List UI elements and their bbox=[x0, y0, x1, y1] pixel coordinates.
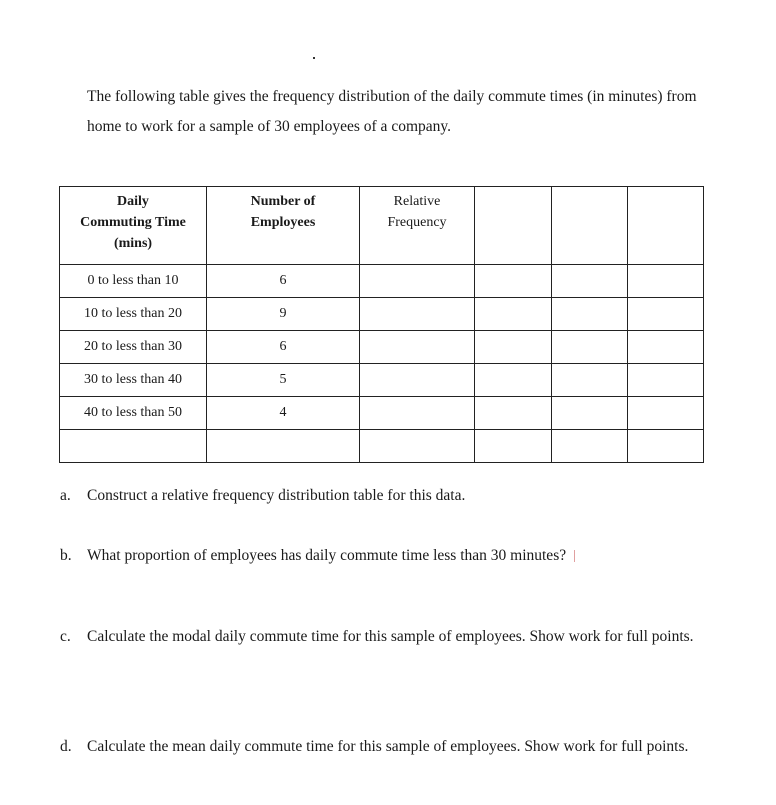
interval-cell: 40 to less than 50 bbox=[60, 397, 207, 430]
table-row bbox=[60, 265, 704, 298]
empty-cell bbox=[628, 265, 704, 298]
question-b-letter: b. bbox=[60, 547, 72, 564]
empty-cell bbox=[475, 430, 552, 463]
empty-cell bbox=[552, 430, 628, 463]
table-row bbox=[60, 331, 704, 364]
header-employees-line1: Number of bbox=[250, 194, 316, 209]
question-c bbox=[60, 622, 710, 652]
empty-cell bbox=[552, 331, 628, 364]
header-relative-frequency-line1: Relative bbox=[393, 194, 441, 209]
empty-cell bbox=[628, 397, 704, 430]
table-row bbox=[60, 397, 704, 430]
table-row bbox=[60, 298, 704, 331]
text-cursor-mark bbox=[574, 550, 575, 562]
table-row bbox=[60, 364, 704, 397]
empty-cell bbox=[475, 298, 552, 331]
interval-cell: 20 to less than 30 bbox=[60, 331, 207, 364]
count-cell: 6 bbox=[207, 331, 360, 364]
question-a bbox=[60, 481, 710, 511]
empty-cell bbox=[475, 265, 552, 298]
header-relative-frequency-line2: Frequency bbox=[387, 215, 447, 230]
question-a-text: Construct a relative frequency distribution table for this data. bbox=[87, 487, 466, 504]
question-d-letter: d. bbox=[60, 738, 72, 755]
relative-frequency-cell[interactable] bbox=[360, 397, 475, 430]
empty-cell bbox=[475, 397, 552, 430]
relative-frequency-cell[interactable] bbox=[360, 298, 475, 331]
question-b-text: What proportion of employees has daily commute time less than 30 minutes? bbox=[87, 547, 567, 564]
header-employees-line2: Employees bbox=[250, 215, 316, 230]
count-cell: 4 bbox=[207, 397, 360, 430]
header-commuting-time bbox=[60, 187, 207, 265]
header-empty-cell bbox=[475, 187, 552, 265]
header-commuting-time-line2: Commuting Time bbox=[80, 215, 186, 230]
table-header-row bbox=[60, 187, 704, 265]
header-number-of-employees bbox=[207, 187, 360, 265]
empty-cell bbox=[360, 430, 475, 463]
relative-frequency-cell[interactable] bbox=[360, 265, 475, 298]
question-b-body bbox=[87, 541, 710, 571]
header-commuting-time-line3: (mins) bbox=[113, 236, 153, 251]
empty-cell bbox=[552, 364, 628, 397]
header-empty-cell bbox=[628, 187, 704, 265]
empty-cell bbox=[60, 430, 207, 463]
count-cell: 5 bbox=[207, 364, 360, 397]
empty-cell bbox=[552, 265, 628, 298]
empty-cell bbox=[552, 397, 628, 430]
header-relative-frequency bbox=[360, 187, 475, 265]
question-c-text: Calculate the modal daily commute time for this sample of employees. Show work for full points. bbox=[87, 628, 694, 645]
empty-cell bbox=[552, 298, 628, 331]
interval-cell: 30 to less than 40 bbox=[60, 364, 207, 397]
question-d-text: Calculate the mean daily commute time for this sample of employees. Show work for full points. bbox=[87, 738, 689, 755]
empty-cell bbox=[628, 430, 704, 463]
question-b bbox=[60, 541, 710, 571]
empty-cell bbox=[628, 331, 704, 364]
header-commuting-time-line1: Daily bbox=[117, 194, 149, 209]
empty-cell bbox=[628, 298, 704, 331]
question-d bbox=[60, 732, 710, 762]
question-c-letter: c. bbox=[60, 628, 71, 645]
empty-cell bbox=[628, 364, 704, 397]
empty-cell bbox=[207, 430, 360, 463]
interval-cell: 10 to less than 20 bbox=[60, 298, 207, 331]
relative-frequency-cell[interactable] bbox=[360, 331, 475, 364]
empty-cell bbox=[475, 331, 552, 364]
frequency-table bbox=[59, 186, 704, 463]
interval-cell: 0 to less than 10 bbox=[60, 265, 207, 298]
table-row-blank bbox=[60, 430, 704, 463]
intro-paragraph: The following table gives the frequency distribution of the daily commute times (in minutes) from home to work for a sample of 30 employees of a company. bbox=[87, 88, 697, 135]
question-a-letter: a. bbox=[60, 487, 71, 504]
stray-dot-mark bbox=[313, 57, 315, 59]
count-cell: 9 bbox=[207, 298, 360, 331]
header-empty-cell bbox=[552, 187, 628, 265]
relative-frequency-cell[interactable] bbox=[360, 364, 475, 397]
empty-cell bbox=[475, 364, 552, 397]
count-cell: 6 bbox=[207, 265, 360, 298]
